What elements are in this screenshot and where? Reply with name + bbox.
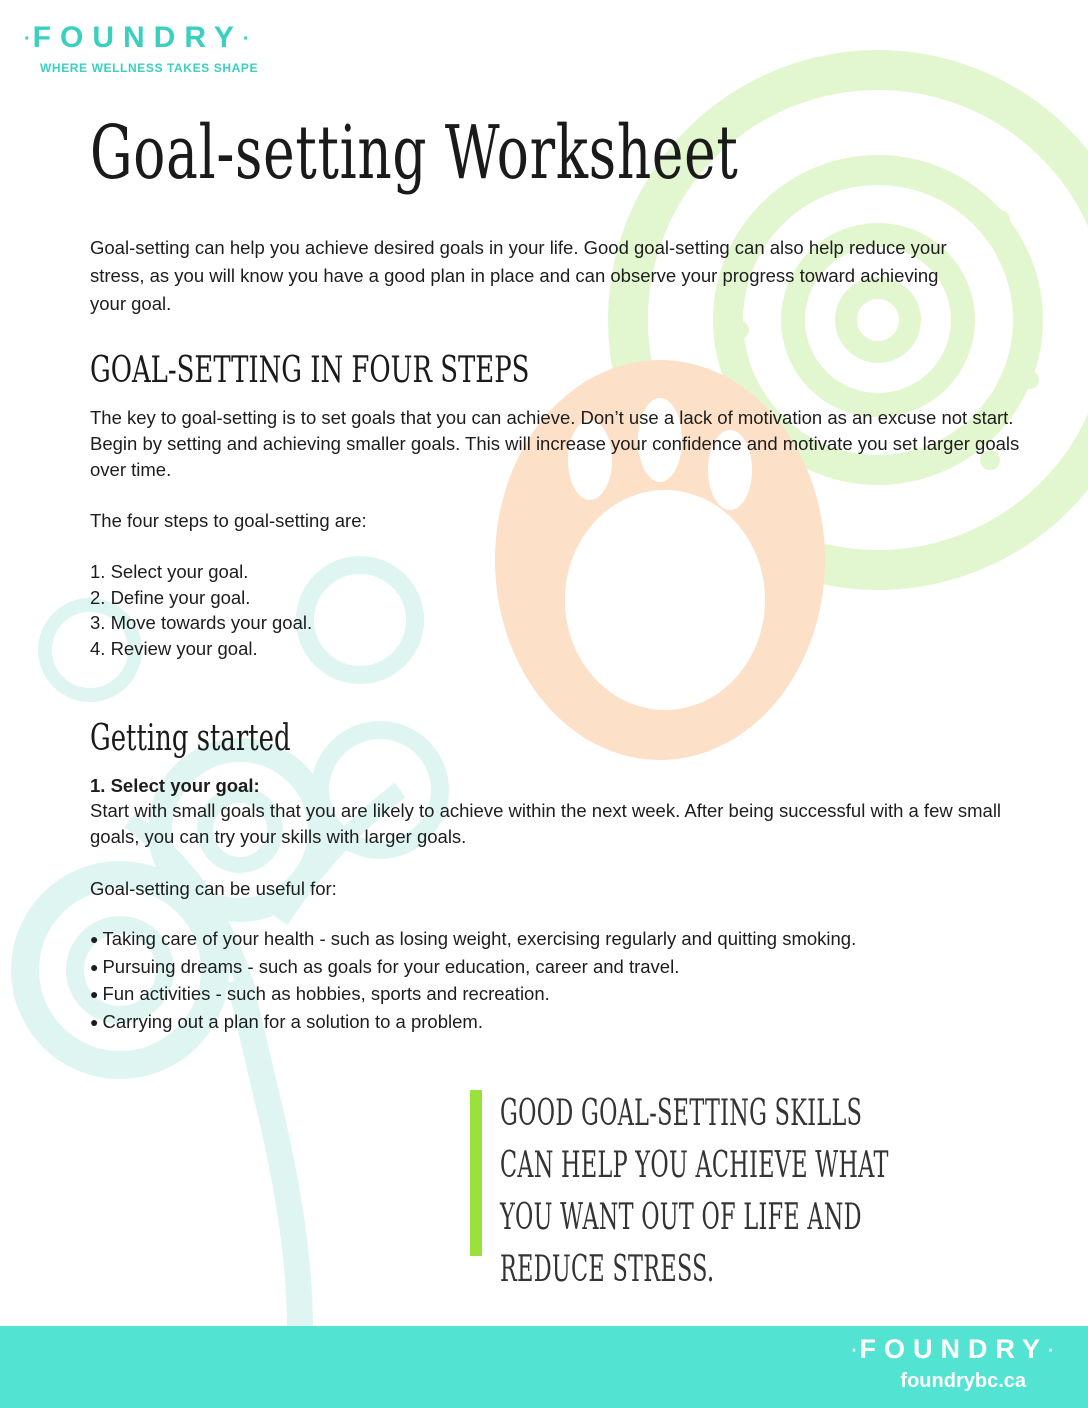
footer-band <box>0 1326 1088 1408</box>
section-heading-four-steps: GOAL-SETTING IN FOUR STEPS <box>90 350 530 391</box>
list-item: ● Fun activities - such as hobbies, sports and recreation. <box>90 981 856 1009</box>
section-heading-getting-started: Getting started <box>90 718 291 759</box>
foundry-logo[interactable] <box>24 18 258 75</box>
list-item: ● Carrying out a plan for a solution to a problem. <box>90 1009 856 1037</box>
footer-url-link[interactable]: foundrybc.ca <box>900 1370 1026 1392</box>
intro-paragraph: Goal-setting can help you achieve desired goals in your life. Good goal-setting can also help reduce your stress, as you will know you have a good plan in place and can observe your progress toward achieving your goal. <box>90 237 947 314</box>
list-item: 1. Select your goal. <box>90 561 249 582</box>
useful-for-list <box>90 926 856 1036</box>
select-goal-subheading: 1. Select your goal: <box>90 775 260 796</box>
page-title: Goal-setting Worksheet <box>90 110 739 196</box>
quote-accent-bar <box>470 1090 482 1256</box>
steps-paragraph: The key to goal-setting is to set goals that you can achieve. Don’t use a lack of motivation as an excuse not start. Begin by setting and achieving smaller goals. This will increase your confidence and motivate you set larger goals over time. <box>90 407 1020 480</box>
list-item: ● Taking care of your health - such as losing weight, exercising regularly and quitting smoking. <box>90 926 856 954</box>
list-item: 2. Define your goal. <box>90 586 251 608</box>
pull-quote: GOOD GOAL-SETTING SKILLS CAN HELP YOU ACHIEVE WHAT YOU WANT OUT OF LIFE AND REDUCE STRESS. <box>500 1093 889 1290</box>
list-item: 3. Move towards your goal. <box>90 612 313 633</box>
select-goal-paragraph: Start with small goals that you are likely to achieve within the next week. After being successful with a few small goals, you can try your skills with larger goals. <box>90 800 1002 847</box>
logo-tagline: WHERE WELLNESS TAKES SHAPE <box>40 61 259 76</box>
list-item: ● Pursuing dreams - such as goals for your education, career and travel. <box>90 954 856 982</box>
logo-wordmark: ·FOUNDRY· <box>24 21 252 54</box>
footer-logo[interactable]: ·FOUNDRY· <box>851 1334 1056 1364</box>
steps-list <box>90 559 312 661</box>
useful-for-intro: Goal-setting can be useful for: <box>90 878 337 899</box>
list-item: 4. Review your goal. <box>90 637 258 659</box>
steps-list-intro: The four steps to goal-setting are: <box>90 510 367 531</box>
